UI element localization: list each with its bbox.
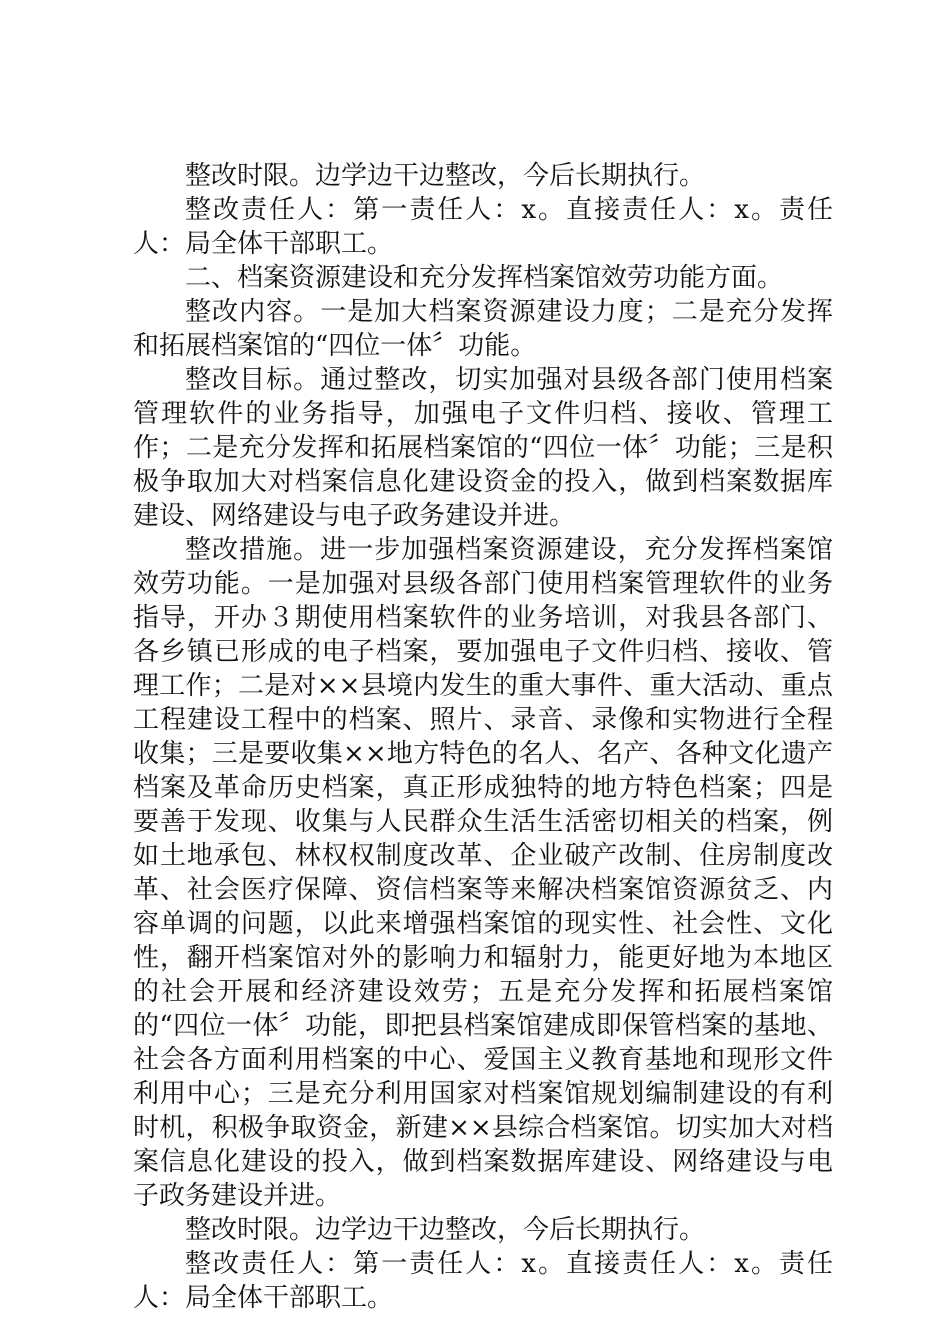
section-heading-2: 二、档案资源建设和充分发挥档案馆效劳功能方面。: [185, 263, 784, 293]
paragraph-content: 整改内容。一是加大档案资源建设力度；二是充分发挥和拓展档案馆的“四位一体〞功能。: [133, 297, 833, 361]
paragraph-measures: 整改措施。进一步加强档案资源建设，充分发挥档案馆效劳功能。一是加强对县级各部门使用档案管理软件的业务指导，开办３期使用档案软件的业务培训，对我县各部门、各乡镇已形成的电子档案，要加强电子文件归档、接收、管理工作；二是对××县境内发生的重大事件、重大活动、重点工程建设工程中的档案、照片、录音、录像和实物进行全程收集；三是要收集××地方特色的名人、名产、各种文化遗产档案及革命历史档案，真正形成独特的地方特色档案；四是要善于发现、收集与人民群众生活生活密切相关的档案，例如土地承包、林权权制度改革、企业破产改制、住房制度改革、社会医疗保障、资信档案等来解决档案馆资源贫乏、内容单调的问题，以此来增强档案馆的现实性、社会性、文化性，翻开档案馆对外的影响力和辐射力，能更好地为本地区的社会开展和经济建设效劳；五是充分发挥和拓展档案馆的“四位一体〞功能，即把县档案馆建成即保管档案的基地、社会各方面利用档案的中心、爱国主义教育基地和现形文件利用中心；三是充分利用国家对档案馆规划编制建设的有利时机，积极争取资金，新建××县综合档案馆。切实加大对档案信息化建设的投入，做到档案数据库建设、网络建设与电子政务建设并进。: [133, 535, 833, 1211]
paragraph-responsible-2: 整改责任人：第一责任人：x。直接责任人：x。责任人：局全体干部职工。: [133, 1249, 833, 1313]
paragraph-deadline-1: 整改时限。边学边干边整改，今后长期执行。: [185, 161, 706, 191]
paragraph-deadline-2: 整改时限。边学边干边整改，今后长期执行。: [185, 1215, 706, 1245]
document-body: [133, 159, 833, 1315]
paragraph-goal: 整改目标。通过整改，切实加强对县级各部门使用档案管理软件的业务指导，加强电子文件归档、接收、管理工作；二是充分发挥和拓展档案馆的“四位一体〞功能；三是积极争取加大对档案信息化建设资金的投入，做到档案数据库建设、网络建设与电子政务建设并进。: [133, 365, 833, 531]
paragraph-responsible-1: 整改责任人：第一责任人：x。直接责任人：x。责任人：局全体干部职工。: [133, 195, 833, 259]
